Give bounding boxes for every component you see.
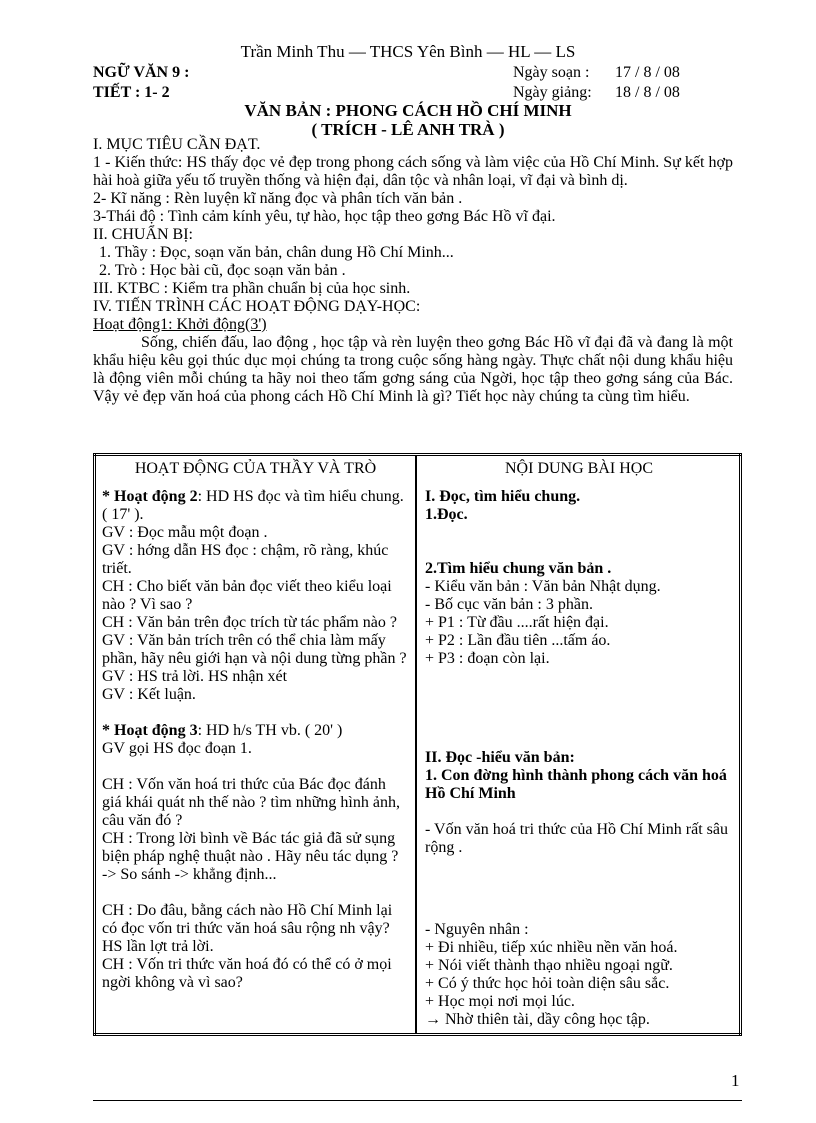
title-main: VĂN BẢN : PHONG CÁCH HỒ CHÍ MINH: [244, 101, 572, 120]
activity1-label: Hoạt động1: Khởi động(3'): [93, 316, 267, 333]
conclusion-text: Nhờ thiên tài, dầy công học tập.: [445, 1011, 650, 1028]
process-heading: IV. TIẾN TRÌNH CÁC HOẠT ĐỘNG DẠY-HỌC:: [93, 298, 421, 315]
title-sub: ( TRÍCH - LÊ ANH TRÀ ): [311, 120, 505, 139]
preparation-heading: II. CHUẨN BỊ:: [93, 226, 193, 243]
list-item: CH : Vốn tri thức văn hoá đó có thể có ở mọi ngời không và vì sao?: [102, 956, 392, 991]
list-item: - Kiểu văn bản : Văn bản Nhật dụng.: [425, 578, 661, 595]
date-compose-label: Ngày soạn :: [513, 64, 590, 81]
right-column-header: NỘI DUNG BÀI HỌC: [505, 460, 653, 477]
list-item: GV : hớng dẫn HS đọc : chậm, rõ ràng, khúc triết.: [102, 542, 389, 577]
date-compose-value: 17 / 8 / 08: [615, 64, 680, 81]
right-list-a: [425, 578, 733, 668]
list-item: GV : Đọc mẫu một đoạn .: [102, 524, 268, 541]
section1-heading: I. Đọc, tìm hiểu chung.: [425, 488, 581, 505]
left-list-a: [102, 524, 409, 704]
preparation-student: 2. Trò : Học bài cũ, đọc soạn văn bản .: [99, 262, 346, 279]
left-list-d: [102, 902, 409, 992]
left-list-b: [102, 740, 409, 758]
page-header: Trần Minh Thu — THCS Yên Bình — HL — LS: [240, 42, 576, 61]
objectives-heading: I. MỤC TIÊU CẦN ĐẠT.: [93, 136, 261, 153]
list-item: GV : HS trả lời. HS nhận xét: [102, 668, 288, 685]
page-number: 1: [731, 1071, 740, 1090]
left-list-c: [102, 776, 409, 884]
date-teach-label: Ngày giảng:: [513, 84, 592, 101]
right-list-c: [425, 921, 733, 1011]
list-item: HS lần lợt trả lời.: [102, 938, 214, 955]
subject-label: NGỮ VĂN 9 :: [93, 64, 190, 81]
section2-subheading: 1. Con đờng hình thành phong cách văn hoá Hồ Chí Minh: [425, 767, 727, 802]
objective-attitude: 3-Thái độ : Tình cảm kính yêu, tự hào, học tập theo gơng Bác Hồ vĩ đại.: [93, 208, 556, 225]
arrow-right-icon: →: [425, 1011, 441, 1028]
activity2-label: * Hoạt động 2: [102, 488, 198, 505]
list-item: + Nói viết thành thạo nhiều ngoại ngữ.: [425, 957, 673, 974]
activity2-title: [102, 488, 409, 524]
list-item: CH : Do đâu, bằng cách nào Hồ Chí Minh lại có đọc vốn tri thức văn hoá sâu rộng nh vậy?: [102, 902, 393, 937]
list-item: CH : Văn bản trên đọc trích từ tác phẩm nào ?: [102, 614, 397, 631]
list-item: CH : Vốn văn hoá tri thức của Bác đọc đánh giá khái quát nh thế nào ? tìm những hình ảnh, câu văn đó ?: [102, 776, 400, 829]
list-item: - Vốn văn hoá tri thức của Hồ Chí Minh rất sâu rộng .: [425, 821, 728, 856]
check-line: III. KTBC : Kiểm tra phần chuẩn bị của học sinh.: [93, 280, 411, 297]
list-item: GV gọi HS đọc đoạn 1.: [102, 740, 252, 757]
list-item: GV : Văn bản trích trên có thể chia làm mấy phần, hãy nêu giới hạn và nội dung từng phần ?: [102, 632, 407, 667]
list-item: + P1 : Từ đầu ....rất hiện đại.: [425, 614, 609, 631]
section1-read: 1.Đọc.: [425, 506, 468, 523]
section2-heading: II. Đọc -hiểu văn bản:: [425, 749, 575, 766]
right-list-b: [425, 821, 733, 857]
activity3-label: * Hoạt động 3: [102, 722, 198, 739]
list-item: + Học mọi nơi mọi lúc.: [425, 993, 575, 1010]
date-teach-value: 18 / 8 / 08: [615, 84, 680, 101]
list-item: - Nguyên nhân :: [425, 921, 529, 938]
list-item: + P3 : đoạn còn lại.: [425, 650, 550, 667]
objective-knowledge: 1 - Kiến thức: HS thấy đọc vẻ đẹp trong phong cách sống và làm việc của Hồ Chí Minh. Sự kết hợp hài hoà giữa yếu tố truyền thống và hiện đại, dân tộc và nhân loại, vĩ đại và bình dị.: [93, 154, 733, 189]
conclusion-line: [425, 1011, 733, 1029]
list-item: + Đi nhiều, tiếp xúc nhiều nền văn hoá.: [425, 939, 678, 956]
lesson-body: [93, 136, 733, 406]
section1-overview: 2.Tìm hiểu chung văn bản .: [425, 560, 612, 577]
list-item: CH : Cho biết văn bản đọc viết theo kiểu loại nào ? Vì sao ?: [102, 578, 392, 613]
activity2-rest: : HD HS đọc và tìm hiểu chung. ( 17' ).: [102, 488, 404, 523]
activity3-rest: : HD h/s TH vb. ( 20' ): [197, 722, 343, 739]
dates-block: [513, 63, 680, 103]
intro-paragraph: Sống, chiến đấu, lao động , học tập và rèn luyện theo gơng Bác Hồ vĩ đại đã và đang là một khẩu hiệu kêu gọi thúc dục mọi chúng ta trong cuộc sống hàng ngày. Thực chất nội dung khẩu hiệu là động viên mỗi chúng ta hãy noi theo tấm gơng sáng của Ngời, học tập theo gơng sáng của Bác. Vậy vẻ đẹp văn hoá của phong cách Hồ Chí Minh là gì? Tiết học này chúng ta cùng tìm hiểu.: [93, 334, 733, 405]
left-column-header: HOẠT ĐỘNG CỦA THẦY VÀ TRÒ: [134, 460, 377, 477]
teacher-student-column: [95, 455, 417, 1035]
table-row: [95, 455, 741, 1035]
list-item: -> So sánh -> khẳng định...: [102, 866, 277, 883]
period-label: TIẾT : 1- 2: [93, 84, 170, 101]
lesson-content-column: [416, 455, 741, 1035]
activity3-title: [102, 722, 409, 740]
footer-rule: [93, 1100, 742, 1101]
document-title: [0, 101, 816, 139]
list-item: GV : Kết luận.: [102, 686, 196, 703]
list-item: - Bố cục văn bản : 3 phần.: [425, 596, 593, 613]
preparation-teacher: 1. Thầy : Đọc, soạn văn bản, chân dung Hồ Chí Minh...: [99, 244, 454, 261]
objective-skills: 2- Kĩ năng : Rèn luyện kĩ năng đọc và phân tích văn bản .: [93, 190, 463, 207]
activity-table: [93, 453, 742, 1036]
list-item: + P2 : Lần đầu tiên ...tấm áo.: [425, 632, 611, 649]
list-item: CH : Trong lời bình về Bác tác giả đã sử sụng biện pháp nghệ thuật nào . Hãy nêu tác dụng ?: [102, 830, 399, 865]
list-item: + Có ý thức học hỏi toàn diện sâu sắc.: [425, 975, 670, 992]
